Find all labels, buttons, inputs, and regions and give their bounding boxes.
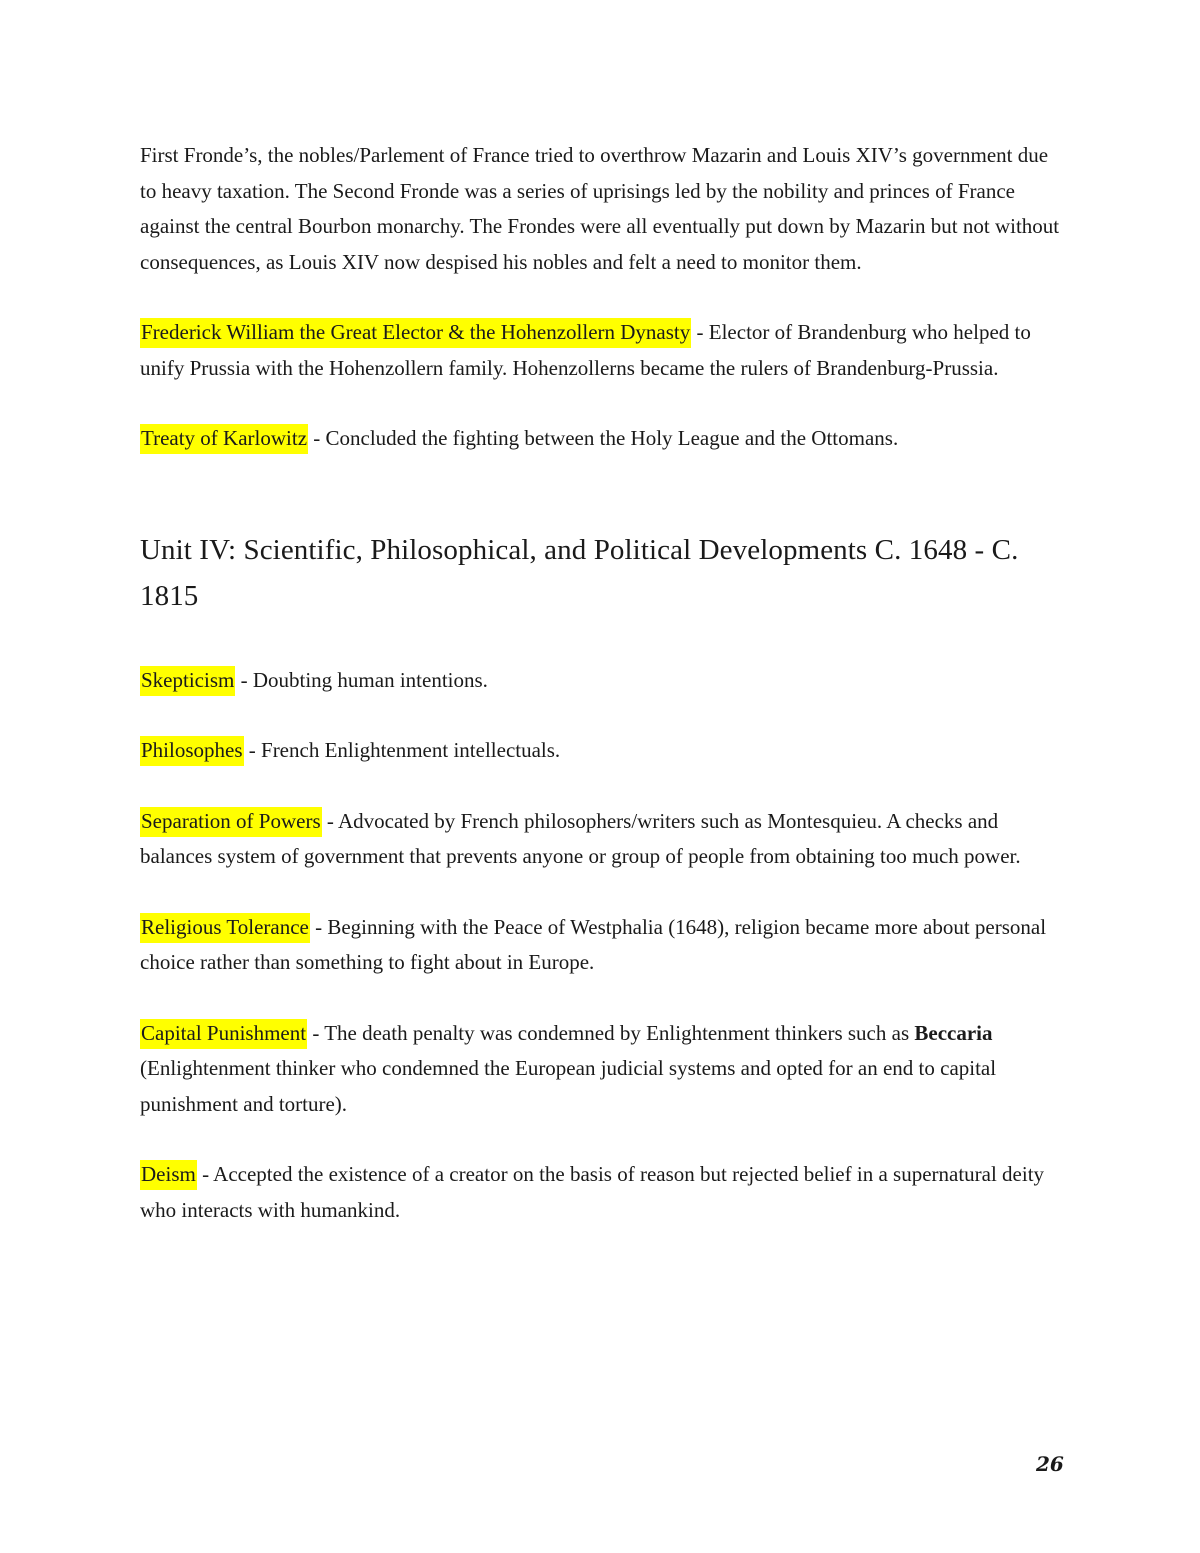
term-definition: - French Enlightenment intellectuals. [243,738,561,762]
term-definition-continued: (Enlightenment thinker who condemned the European judicial systems and opted for an end to capital punishment and torture). [140,1056,997,1116]
highlighted-term: Capital Punishment [140,1019,307,1049]
unit-heading: Unit IV: Scientific, Philosophical, and Political Developments C. 1648 - C. 1815 [140,533,1019,612]
bold-name-beccaria: Beccaria [914,1020,993,1045]
spacer [140,619,1065,663]
highlighted-term: Treaty of Karlowitz [140,424,308,454]
highlighted-term: Philosophes [140,736,244,766]
highlighted-term: Skepticism [140,666,235,696]
entry-religious-tolerance [140,910,1065,981]
entry-treaty-of-karlowitz [140,421,1065,457]
entry-philosophes [140,733,1065,769]
spacer [140,1122,1065,1157]
fronde-paragraph: First Fronde’s, the nobles/Parlement of France tried to overthrow Mazarin and Louis XIV’s government due to heavy taxation. The Second Fronde was a series of uprisings led by the nobility and princes of France against the central Bourbon monarchy. The Frondes were all eventually put down by Mazarin but not without consequences, as Louis XIV now despised his nobles and felt a need to monitor them. [140,143,1060,274]
term-definition: - Doubting human intentions. [235,667,488,692]
term-definition: - Elector of Brandenburg who helped to unify Prussia with the Hohenzollern family. Hohenzollerns became the rulers of Brandenburg-Prussia. [140,320,1031,380]
highlighted-term: Frederick William the Great Elector & the Hohenzollern Dynasty [140,318,691,348]
spacer [140,698,1065,733]
entry-frederick-william [140,315,1065,386]
term-definition: - Accepted the existence of a creator on the basis of reason but rejected belief in a supernatural deity who interacts with humankind. [140,1162,1045,1222]
term-definition: - Beginning with the Peace of Westphalia (1648), religion became more about personal choice rather than something to fight about in Europe. [140,914,1047,974]
spacer [140,457,1065,527]
entry-separation-of-powers [140,804,1065,875]
spacer [140,280,1065,315]
document-page [140,138,1065,1228]
entry-deism [140,1157,1065,1228]
highlighted-term: Deism [140,1160,197,1190]
spacer [140,386,1065,421]
highlighted-term: Separation of Powers [140,807,322,837]
highlighted-term: Religious Tolerance [140,913,310,943]
spacer [140,875,1065,910]
term-definition: - Concluded the fighting between the Holy League and the Ottomans. [308,426,899,450]
term-definition: - The death penalty was condemned by Enlightenment thinkers such as [307,1020,915,1045]
entry-skepticism [140,663,1065,699]
entry-capital-punishment [140,1016,1065,1123]
page-number: 26 [1036,1452,1064,1476]
spacer [140,769,1065,804]
spacer [140,981,1065,1016]
term-definition: - Advocated by French philosophers/writers such as Montesquieu. A checks and balances system of government that prevents anyone or group of people from obtaining too much power. [140,808,1021,868]
